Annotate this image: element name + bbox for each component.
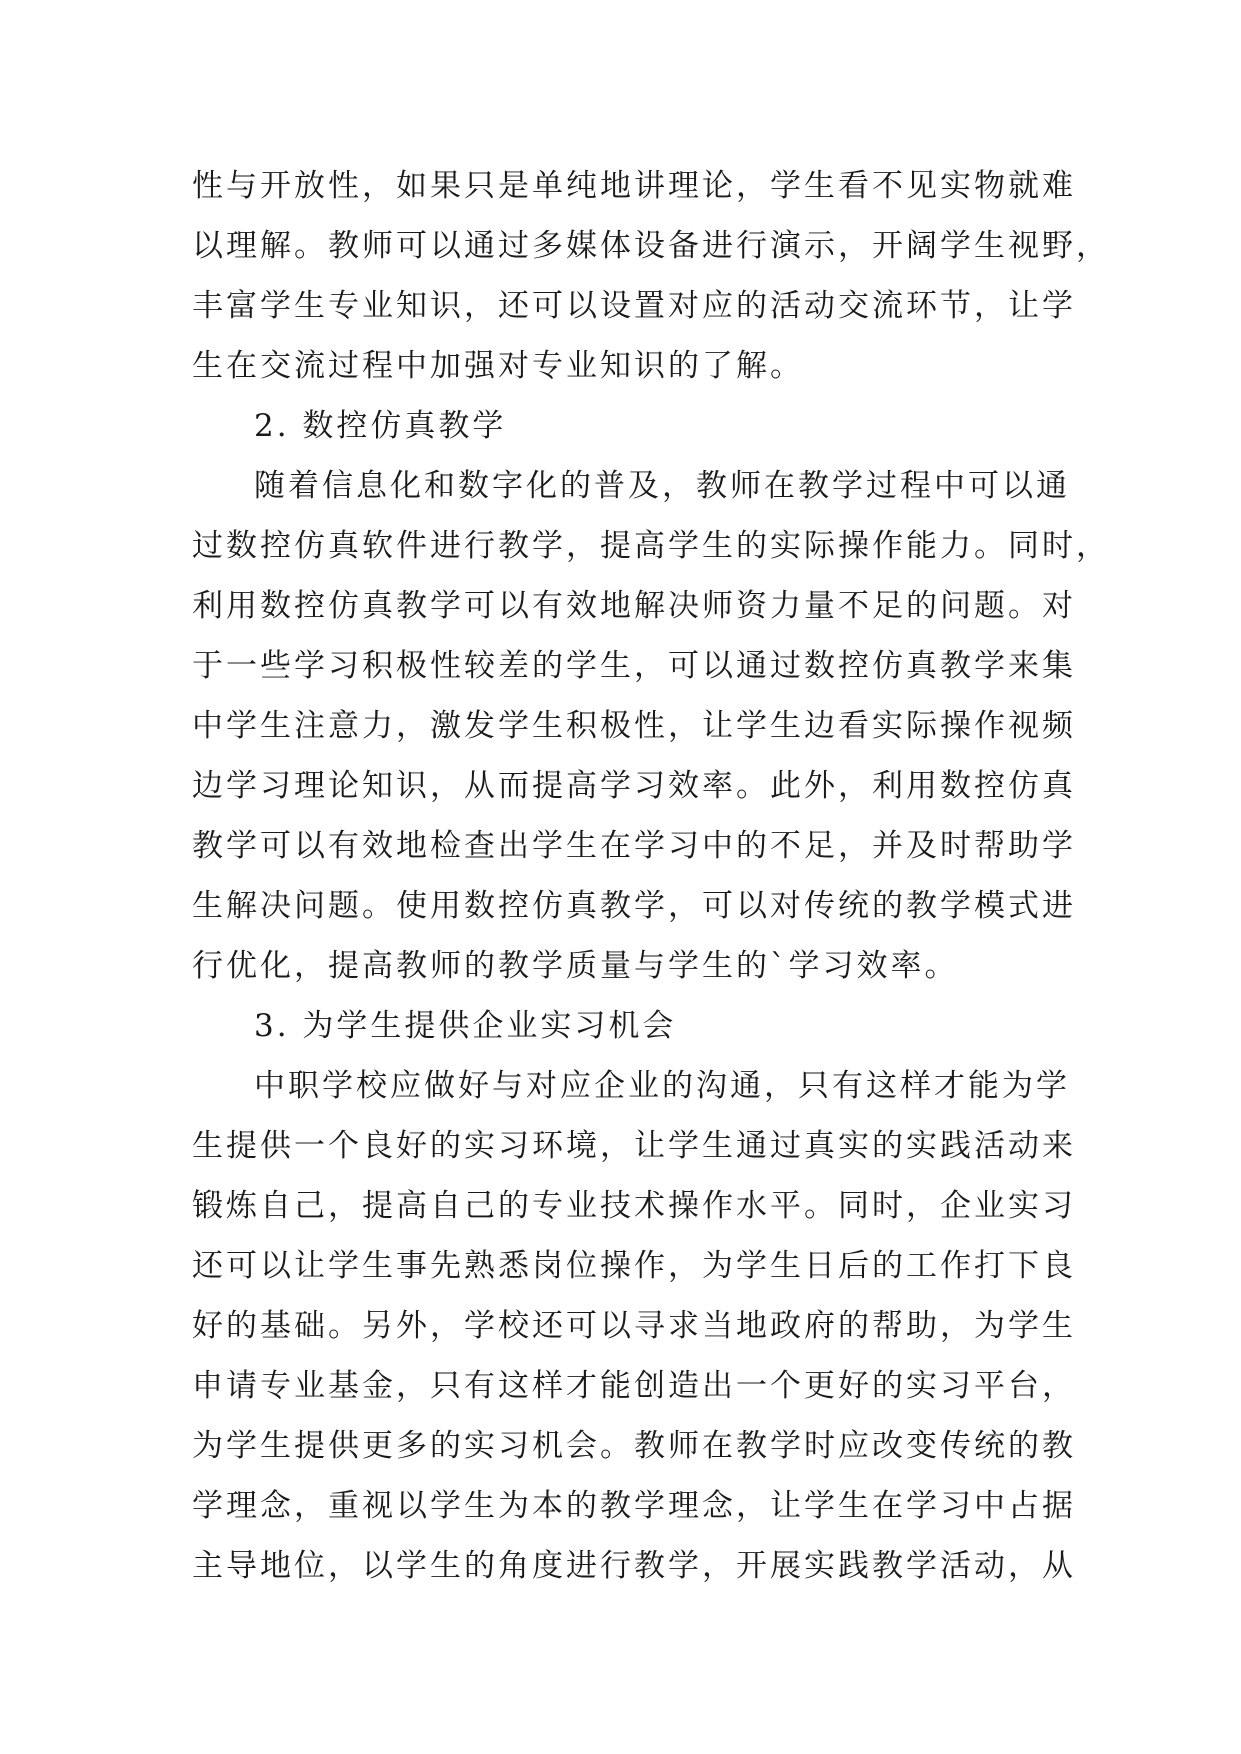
text-line: 过数控仿真软件进行教学，提高学生的实际操作能力。同时，	[192, 528, 1110, 564]
section-heading: 3. 为学生提供企业实习机会	[254, 1008, 677, 1044]
text-line: 随着信息化和数字化的普及，教师在教学过程中可以通	[254, 468, 1070, 504]
text-line: 教学可以有效地检查出学生在学习中的不足，并及时帮助学	[192, 828, 1076, 864]
text-line: 学理念，重视以学生为本的教学理念，让学生在学习中占据	[192, 1488, 1076, 1524]
text-line: 生在交流过程中加强对专业知识的了解。	[192, 348, 804, 384]
body-text	[192, 156, 1110, 1596]
text-line: 中职学校应做好与对应企业的沟通，只有这样才能为学	[254, 1068, 1070, 1104]
text-line: 性与开放性，如果只是单纯地讲理论，学生看不见实物就难	[192, 168, 1076, 204]
text-line: 边学习理论知识，从而提高学习效率。此外，利用数控仿真	[192, 768, 1076, 804]
text-line: 生提供一个良好的实习环境，让学生通过真实的实践活动来	[192, 1128, 1076, 1164]
text-line: 于一些学习积极性较差的学生，可以通过数控仿真教学来集	[192, 648, 1076, 684]
text-line: 行优化，提高教师的教学质量与学生的`学习效率。	[192, 948, 959, 984]
text-line: 为学生提供更多的实习机会。教师在教学时应改变传统的教	[192, 1428, 1076, 1464]
text-line: 丰富学生专业知识，还可以设置对应的活动交流环节，让学	[192, 288, 1076, 324]
section-heading: 2. 数控仿真教学	[254, 408, 507, 444]
text-line: 利用数控仿真教学可以有效地解决师资力量不足的问题。对	[192, 588, 1076, 624]
text-line: 生解决问题。使用数控仿真教学，可以对传统的教学模式进	[192, 888, 1076, 924]
text-line: 申请专业基金，只有这样才能创造出一个更好的实习平台，	[192, 1368, 1076, 1404]
text-line: 中学生注意力，激发学生积极性，让学生边看实际操作视频	[192, 708, 1076, 744]
text-line: 好的基础。另外，学校还可以寻求当地政府的帮助，为学生	[192, 1308, 1076, 1344]
text-line: 还可以让学生事先熟悉岗位操作，为学生日后的工作打下良	[192, 1248, 1076, 1284]
text-line: 以理解。教师可以通过多媒体设备进行演示，开阔学生视野，	[192, 228, 1110, 264]
text-line: 主导地位，以学生的角度进行教学，开展实践教学活动，从	[192, 1548, 1076, 1584]
text-line: 锻炼自己，提高自己的专业技术操作水平。同时，企业实习	[192, 1188, 1076, 1224]
